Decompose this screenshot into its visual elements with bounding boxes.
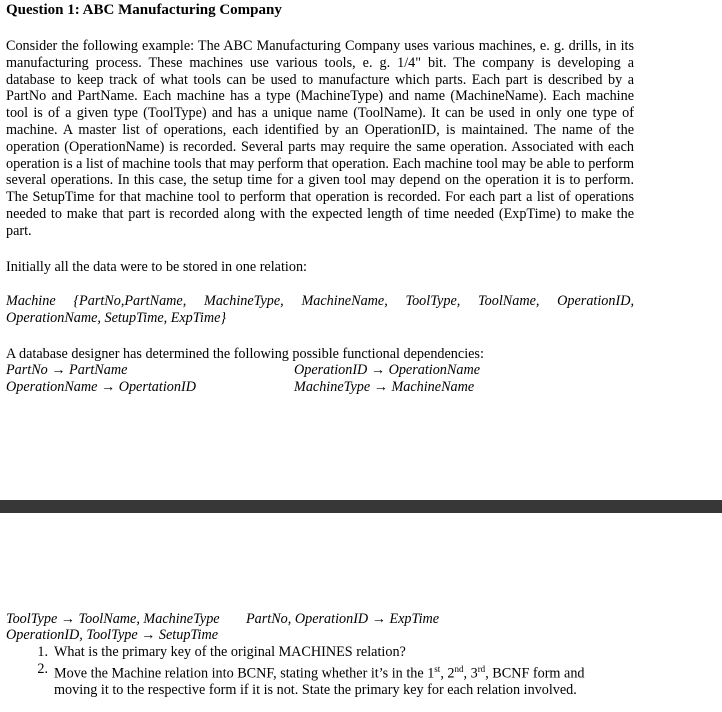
functional-dependency: OperationID → OperationName [294,362,480,378]
question-list [6,644,616,699]
problem-description: Consider the following example: The ABC Manufacturing Company uses various machines, e. g. drills, in its manufacturing process. These machines use various tools, e. g. 1/4" bit. The company is developing a database to keep track of what tools can be used to manufacture which parts. Each part is described by a PartNo and PartName. Each machine has a type (MachineType) and name (MachineName). Each machine tool is of a given type (ToolType) and has a unique name (ToolName). It can be used in only one type of machine. A master list of operations, each identified by an OperationID, is maintained. The name of the operation (OperationName) is recorded. Several parts may require the same operation. Associated with each operation is a list of machine tools that may perform that operation. Each machine tool may be able to perform several operations. In this case, the setup time for a given tool may depend on the operation it is to perform. The SetupTime for that machine tool to perform that operation is recorded. For each part a list of operations needed to make that part is recorded along with the expected length of time needed (ExpTime) to make the part. [6,38,634,239]
functional-dependency: PartNo → PartName [6,362,128,378]
relation-intro: Initially all the data were to be stored in one relation: [6,259,307,275]
functional-dependency: OperationName → OpertationID [6,379,196,395]
document-page-bottom [0,513,722,712]
question-text: What is the primary key of the original MACHINES relation? [54,644,406,660]
functional-dependency: MachineType → MachineName [294,379,475,395]
question-text: Move the Machine relation into BCNF, stating whether it’s in the 1st, 2nd, 3rd, BCNF form and moving it to the respective form if it is not. State the primary key for each relation involved. [54,663,585,699]
question-title: Question 1: ABC Manufacturing Company [6,2,282,18]
fd-intro: A database designer has determined the following possible functional dependencies: [6,346,484,362]
page-divider [0,500,722,513]
question-number: 2. [37,660,48,677]
functional-dependency: OperationID, ToolType → SetupTime [6,627,219,643]
functional-dependency: PartNo, OperationID → ExpTime [246,611,440,627]
machine-relation: Machine {PartNo,PartName, MachineType, MachineName, ToolType, ToolName, OperationID, OperationName, SetupTime, ExpTime} [6,293,634,326]
question-number: 1. [37,644,48,660]
question-item [6,644,616,661]
question-item [6,661,616,699]
functional-dependency: ToolType → ToolName, MachineType [6,611,220,627]
